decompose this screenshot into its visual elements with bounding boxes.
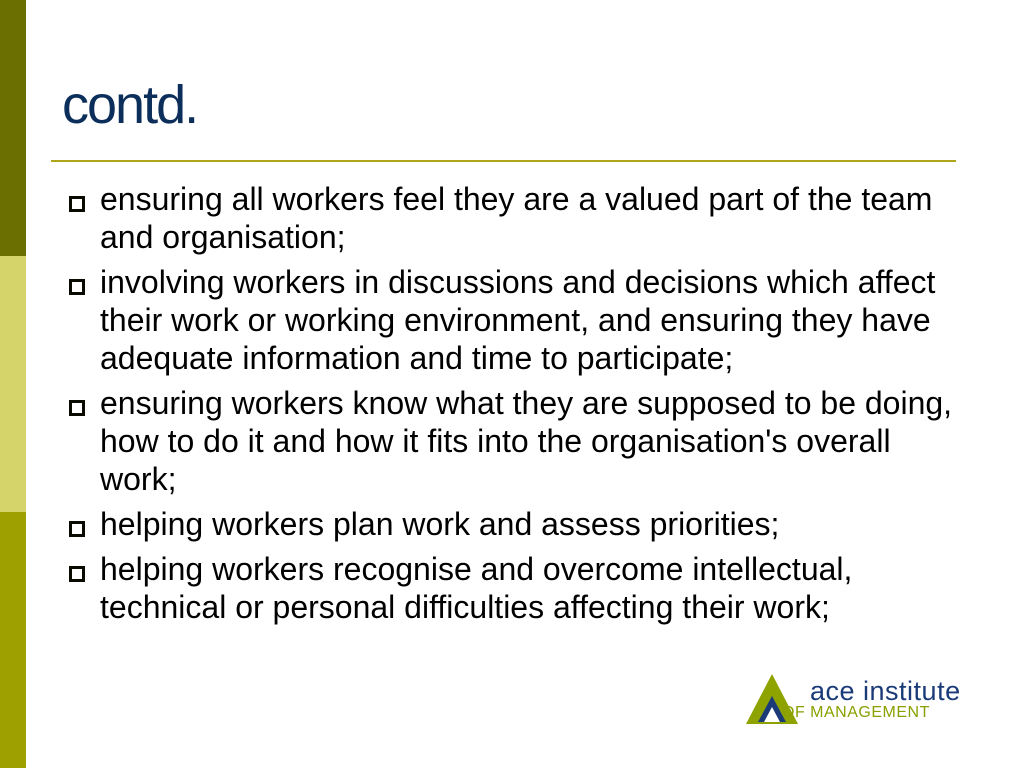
bullet-text: helping workers recognise and overcome intellectual, technical or personal difficulties affecting their work; — [100, 551, 853, 625]
title-divider — [51, 160, 956, 162]
square-bullet-icon — [69, 279, 85, 295]
bullet-item — [64, 550, 964, 626]
ace-institute-logo — [744, 672, 1004, 728]
bullet-text: ensuring all workers feel they are a valued part of the team and organisation; — [100, 181, 933, 255]
bullet-item — [64, 384, 964, 498]
bullet-list — [64, 180, 964, 633]
logo-subtitle: OF MANAGEMENT — [782, 704, 930, 721]
square-bullet-icon — [69, 566, 85, 582]
square-bullet-icon — [69, 196, 85, 212]
bullet-text: helping workers plan work and assess priorities; — [100, 506, 780, 542]
bullet-item — [64, 180, 964, 256]
logo-name: ace institute — [810, 676, 961, 706]
bullet-text: ensuring workers know what they are supposed to be doing, how to do it and how it fits into the organisation's overall work; — [100, 385, 953, 497]
sidebar-stripe-top — [0, 0, 26, 256]
bullet-item — [64, 263, 964, 377]
square-bullet-icon — [69, 521, 85, 537]
bullet-item — [64, 505, 964, 543]
sidebar-stripe-bottom — [0, 512, 26, 768]
bullet-text: involving workers in discussions and decisions which affect their work or working environment, and ensuring they have adequate information and time to participate; — [100, 264, 936, 376]
sidebar-stripe-middle — [0, 256, 26, 512]
square-bullet-icon — [69, 400, 85, 416]
slide-title: contd. — [62, 75, 198, 135]
